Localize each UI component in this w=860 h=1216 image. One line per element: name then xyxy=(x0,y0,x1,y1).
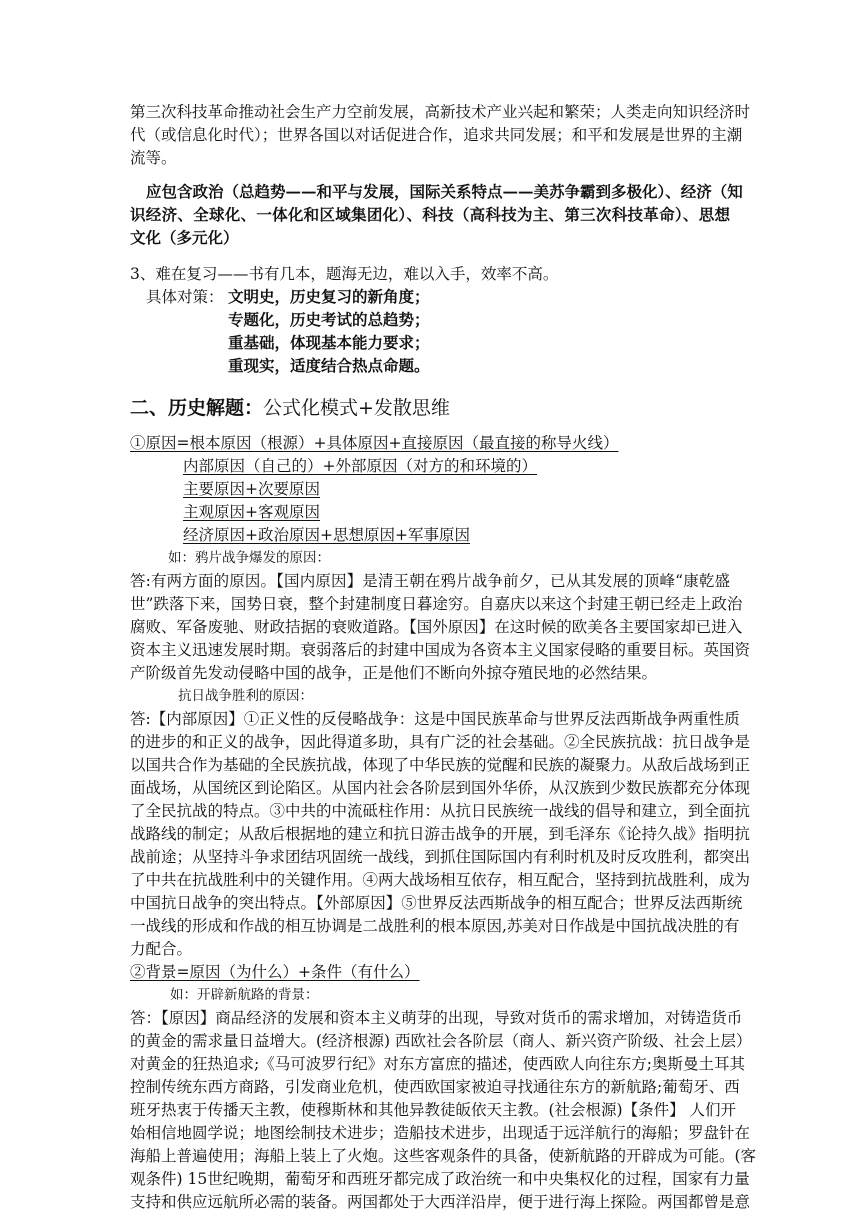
answer-line: 资本主义迅速发展时期。衰弱落后的封建中国成为各资本主义国家侵略的重要目标。英国资 xyxy=(130,641,751,659)
answer-line: 以国共合作为基础的全民族抗战，体现了中华民族的觉醒和民族的凝聚力。从敌后战场到正 xyxy=(130,756,751,774)
paragraph-line: 流等。 xyxy=(130,149,177,167)
answer-line: 战路线的制定；从敌后根据地的建立和抗日游击战争的开展，到毛泽东《论持久战》指明抗 xyxy=(130,825,751,843)
answer-line: 一战线的形成和作战的相互协调是二战胜利的根本原因,苏美对日作战是中国抗战决胜的有 xyxy=(130,917,740,935)
answer-line: 力配合。 xyxy=(130,940,193,958)
answer-line: 海船上普遍使用；海船上装上了火炮。这些客观条件的具备，使新航路的开辟成为可能。(客 xyxy=(130,1147,757,1165)
section-heading xyxy=(130,395,450,421)
strategy-label: 具体对策： xyxy=(146,288,224,306)
answer-line: 观条件) 15世纪晚期，葡萄牙和西班牙都完成了政治统一和中央集权化的过程，国家有力量 xyxy=(130,1170,750,1188)
answer-line: 产阶级首先发动侵略中国的战争，正是他们不断向外掠夺殖民地的必然结果。 xyxy=(130,664,658,682)
answer-line: 的黄金的需求量日益增大。(经济根源) 西欧社会各阶层（商人、新兴资产阶级、社会上层） xyxy=(130,1032,752,1050)
answer-line: 了全民抗战的特点。③中共的中流砥柱作用：从抗日民族统一战线的倡导和建立，到全面抗 xyxy=(130,802,751,820)
formula-cause: ①原因=根本原因（根源）+具体原因+直接原因（最直接的称导火线） xyxy=(130,434,619,452)
formula-sub: 主观原因+客观原因 xyxy=(183,503,320,521)
difficulty-line: 3、难在复习——书有几本，题海无边，难以入手，效率不高。 xyxy=(130,265,559,283)
paragraph-line: 第三次科技革命推动社会生产力空前发展，高新技术产业兴起和繁荣；人类走向知识经济时 xyxy=(130,103,751,121)
answer-line: 始相信地圆学说；地图绘制技术进步；造船技术进步，出现适于远洋航行的海船；罗盘针在 xyxy=(130,1124,751,1142)
strategy-item: 重基础，体现基本能力要求； xyxy=(228,333,430,352)
answer-line: 腐败、军备废驰、财政拮据的衰败道路。【国外原因】在这时候的欧美各主要国家却已进入 xyxy=(130,618,743,636)
answer-line: 中国抗日战争的突出特点。【外部原因】⑤世界反法西斯战争的相互配合；世界反法西斯统 xyxy=(130,894,743,912)
answer-line: 世”跌落下来，国势日衰，整个封建制度日暮途穷。自嘉庆以来这个封建王朝已经走上政治 xyxy=(130,595,743,613)
bold-summary-line: 应包含政治（总趋势——和平与发展，国际关系特点——美苏争霸到多极化）、经济（知 xyxy=(146,182,743,201)
answer-line: 答:有两方面的原因。【国内原因】是清王朝在鸦片战争前夕，已从其发展的顶峰“康乾盛 xyxy=(130,572,730,590)
section-title: 二、历史解题： xyxy=(130,397,264,419)
formula-sub: 主要原因+次要原因 xyxy=(183,480,320,498)
example-label: 如：鸦片战争爆发的原因： xyxy=(168,550,330,566)
example-label: 如：开辟新航路的背景： xyxy=(170,987,319,1003)
strategy-item: 文明史，历史复习的新角度； xyxy=(228,287,430,306)
answer-line: 班牙热衷于传播天主教，使穆斯林和其他异教徒皈依天主教。(社会根源)【条件】 人们开 xyxy=(130,1101,737,1119)
strategy-item: 重现实，适度结合热点命题。 xyxy=(228,356,430,375)
answer-line: 了中共在抗战胜利中的关键作用。④两大战场相互依存，相互配合，坚持到抗战胜利，成为 xyxy=(130,871,751,889)
strategy-item: 专题化，历史考试的总趋势； xyxy=(228,310,430,329)
paragraph-line: 代（或信息化时代）；世界各国以对话促进合作，追求共同发展；和平和发展是世界的主潮 xyxy=(130,126,743,144)
bold-summary-line: 文化（多元化） xyxy=(130,228,239,247)
section-subtitle: 公式化模式+发散思维 xyxy=(263,397,450,419)
formula-sub: 经济原因+政治原因+思想原因+军事原因 xyxy=(183,526,470,544)
answer-line: 控制传统东西方商路，引发商业危机，使西欧国家被迫寻找通往东方的新航路;葡萄牙、西 xyxy=(130,1078,740,1096)
answer-line: 答：【原因】商品经济的发展和资本主义萌芽的出现，导致对货币的需求增加，对铸造货币 xyxy=(130,1009,743,1027)
answer-line: 面战场，从国统区到论陷区。从国内社会各阶层到国外华侨，从汉族到少数民族都充分体现 xyxy=(130,779,751,797)
answer-line: 支持和供应远航所必需的装备。两国都处于大西洋沿岸，便于进行海上探险。两国都曾是意 xyxy=(130,1193,751,1211)
answer-line: 的进步的和正义的战争，因此得道多助，具有广泛的社会基础。②全民族抗战：抗日战争是 xyxy=(130,733,751,751)
answer-line: 对黄金的狂热追求;《马可波罗行纪》对东方富庶的描述，使西欧人向往东方;奥斯曼土耳其 xyxy=(130,1055,745,1073)
bold-summary-line: 识经济、全球化、一体化和区域集团化）、科技（高科技为主、第三次科技革命）、思想 xyxy=(130,205,730,224)
formula-sub: 内部原因（自己的）+外部原因（对方的和环境的） xyxy=(183,457,537,475)
answer-line: 答:【内部原因】①正义性的反侵略战争：这是中国民族革命与世界反法西斯战争两重性质 xyxy=(130,710,740,728)
example-label: 抗日战争胜利的原因： xyxy=(178,688,313,704)
formula-background: ②背景=原因（为什么）+条件（有什么） xyxy=(130,963,420,981)
answer-line: 战前途；从坚持斗争求团结巩固统一战线，到抓住国际国内有利时机及时反攻胜利，都突出 xyxy=(130,848,751,866)
